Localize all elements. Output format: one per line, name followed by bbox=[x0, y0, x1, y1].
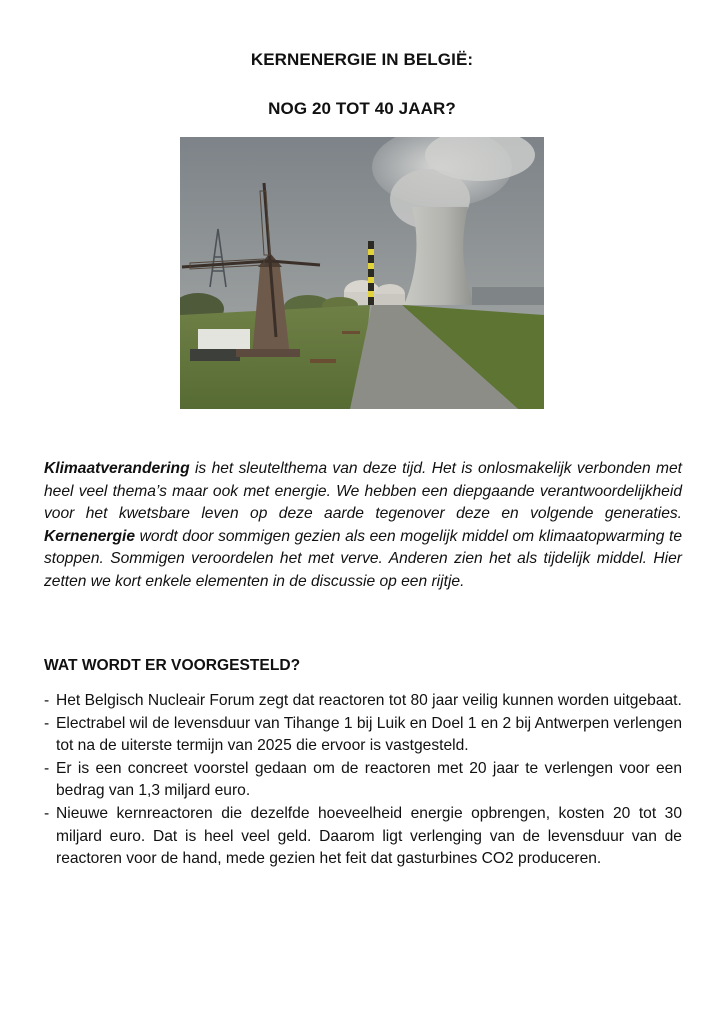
list-item: - Het Belgisch Nucleair Forum zegt dat reactoren tot 80 jaar veilig kunnen worden uitgebaat. bbox=[44, 690, 682, 713]
list-item: - Er is een concreet voorstel gedaan om de reactoren met 20 jaar te verlengen voor een bedrag van 1,3 miljard euro. bbox=[44, 758, 682, 803]
page-title: KERNENERGIE IN BELGIË: bbox=[250, 50, 474, 69]
nuclear-plant-windmill-photo bbox=[180, 137, 544, 409]
intro-paragraph bbox=[44, 458, 682, 594]
page-subtitle: NOG 20 TOT 40 JAAR? bbox=[268, 99, 456, 118]
proposal-list bbox=[44, 690, 682, 871]
intro-text-2: wordt door sommigen gezien als een mogelijk middel om klimaatopwarming te stoppen. Sommigen veroordelen het met verve. Anderen zien het als tijdelijk middel. Hier zetten we kort enkele elementen in de discussie op een rijtje. bbox=[44, 527, 682, 590]
section-heading: WAT WORDT ER VOORGESTELD? bbox=[44, 657, 301, 674]
intro-text-1: is het sleutelthema van deze tijd. Het is onlosmakelijk verbonden met heel veel thema’s maar ook met energie. We hebben een diepgaande verantwoordelijkheid voor het kwetsbare leven op deze aarde tegenover deze en volgende generaties. bbox=[44, 460, 682, 523]
list-item: - Nieuwe kernreactoren die dezelfde hoeveelheid energie opbrengen, kosten 20 tot 30 miljard euro. Dat is heel veel geld. Daarom ligt verlenging van de levensduur van de reactoren voor de hand, mede gezien het feit dat gasturbines CO2 produceren. bbox=[44, 803, 682, 871]
list-item: - Electrabel wil de levensduur van Tihange 1 bij Luik en Doel 1 en 2 bij Antwerpen verlengen tot na de uiterste termijn van 2025 die ervoor is vastgesteld. bbox=[44, 713, 682, 758]
intro-term-climate: Klimaatverandering bbox=[44, 460, 190, 477]
intro-term-nuclear: Kernenergie bbox=[44, 527, 135, 545]
